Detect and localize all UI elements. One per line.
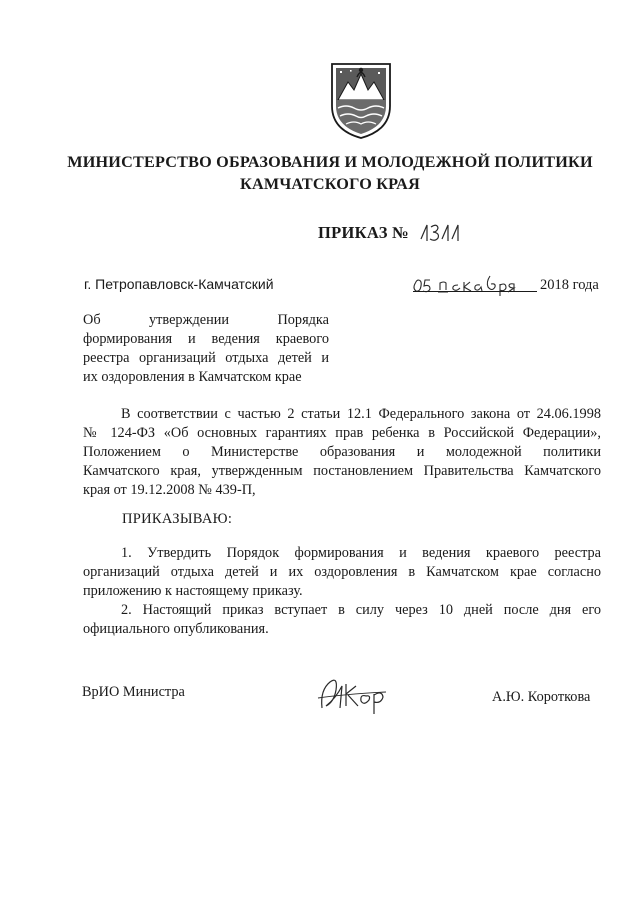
signatory-role: ВрИО Министра <box>82 684 185 700</box>
order-title: ПРИКАЗ № <box>318 223 410 242</box>
coat-of-arms-emblem <box>330 60 392 140</box>
order-item-line: приложению к настоящему приказу. <box>83 583 303 599</box>
order-item-line: 1. Утвердить Порядок формирования и ведения краевого реестра <box>121 545 601 561</box>
subject-line: реестра организаций отдыха детей и <box>83 350 329 366</box>
preamble-paragraph <box>83 405 601 500</box>
preamble-line: Камчатского края, утвержденным постановлением Правительства Камчатского <box>83 463 601 479</box>
preamble-line: Положением о Министерстве образования и молодежной политики <box>83 444 601 460</box>
ministry-name-line2: КАМЧАТСКОГО КРАЯ <box>240 175 420 193</box>
order-subject <box>83 311 329 387</box>
subject-line: их оздоровления в Камчатском крае <box>83 369 302 385</box>
subject-line: формирования и ведения краевого <box>83 331 329 347</box>
preamble-line: края от 19.12.2008 № 439-П, <box>83 482 256 498</box>
order-item-line: 2. Настоящий приказ вступает в силу через 10 дней после дня его <box>121 602 601 618</box>
order-item-line: организаций отдыха детей и их оздоровления в Камчатском крае согласно <box>83 564 601 580</box>
order-item-line: официального опубликования. <box>83 621 269 637</box>
subject-line: Об утверждении Порядка <box>83 312 329 328</box>
preamble-line: № 124-ФЗ «Об основных гарантиях прав ребенка в Российской Федерации», <box>83 425 601 441</box>
city-name: г. Петропавловск-Камчатский <box>84 276 274 292</box>
document-year: 2018 года <box>540 277 599 293</box>
ministry-name-line1: МИНИСТЕРСТВО ОБРАЗОВАНИЯ И МОЛОДЕЖНОЙ ПОЛИТИКИ <box>67 153 593 171</box>
order-items <box>83 544 601 639</box>
date-underline <box>413 291 537 292</box>
handwritten-date <box>410 270 538 298</box>
handwritten-signature <box>316 668 398 716</box>
preamble-line: В соответствии с частью 2 статьи 12.1 Федерального закона от 24.06.1998 <box>121 406 601 422</box>
order-directive-word: ПРИКАЗЫВАЮ: <box>122 511 233 527</box>
handwritten-order-number <box>415 219 465 245</box>
signatory-name: А.Ю. Короткова <box>492 689 591 705</box>
